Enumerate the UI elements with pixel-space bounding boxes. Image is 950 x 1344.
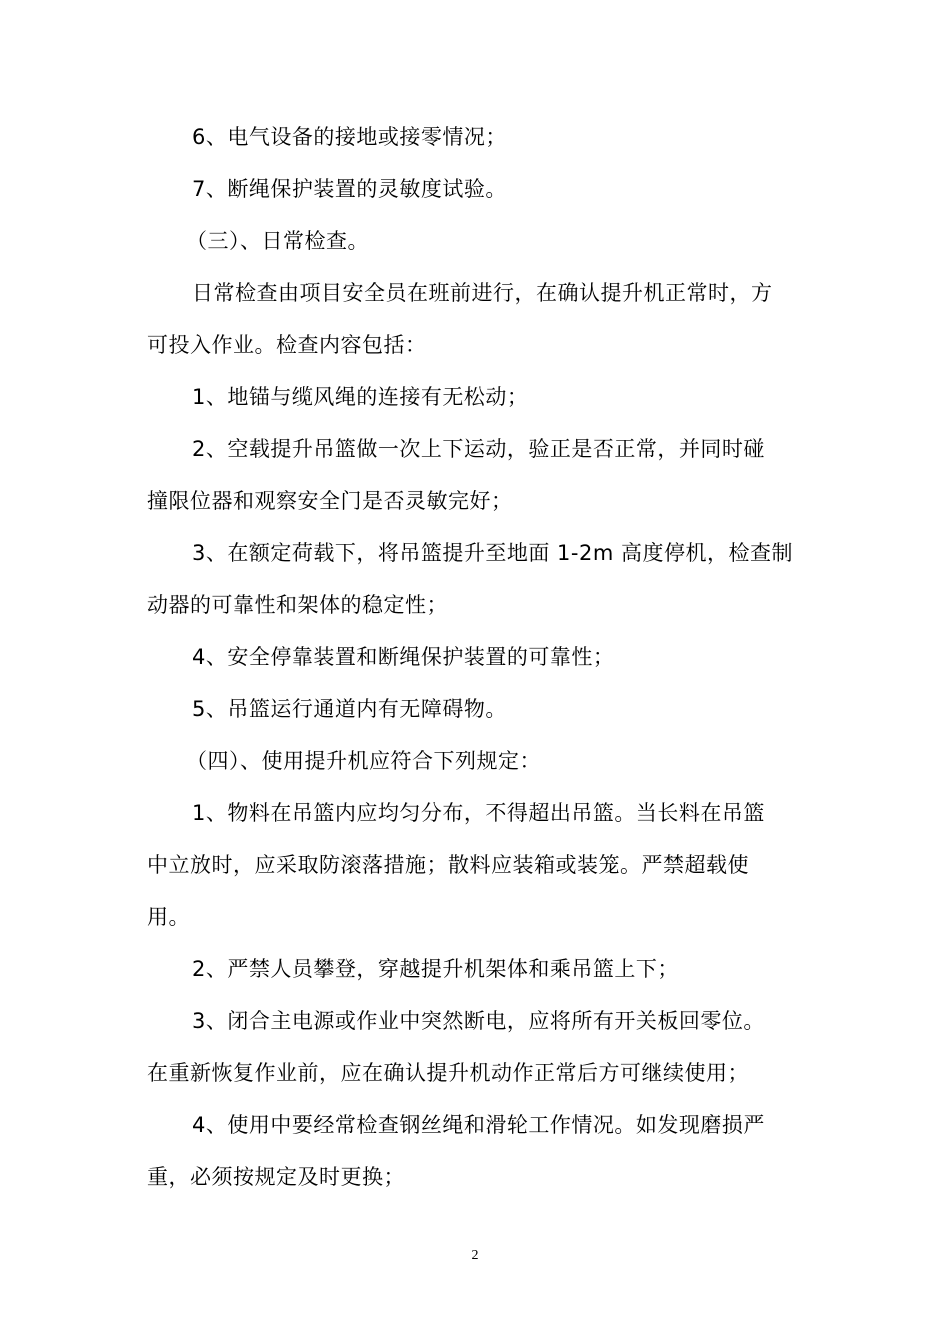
list-item-7: 7、断绳保护装置的灵敏度试验。 xyxy=(192,177,507,201)
list-item-5: 5、吊篮运行通道内有无障碍物。 xyxy=(192,697,507,721)
rule-item-2: 2、严禁人员攀登，穿越提升机架体和乘吊篮上下； xyxy=(192,957,679,981)
rule-item-1-continuation: 中立放时，应采取防滚落措施；散料应装箱或装笼。严禁超载使 xyxy=(147,853,749,877)
rule-item-1-continuation: 用。 xyxy=(147,905,190,929)
paragraph-line: 日常检查由项目安全员在班前进行，在确认提升机正常时，方 xyxy=(192,281,773,305)
page-number: 2 xyxy=(471,1248,479,1263)
rule-item-3-continuation: 在重新恢复作业前，应在确认提升机动作正常后方可继续使用； xyxy=(147,1061,749,1085)
rule-item-4-continuation: 重，必须按规定及时更换； xyxy=(147,1165,405,1189)
list-item-3-continuation: 动器的可靠性和架体的稳定性； xyxy=(147,593,448,617)
section-heading-usage-rules: （四）、使用提升机应符合下列规定： xyxy=(186,749,541,773)
rule-item-1: 1、物料在吊篮内应均匀分布，不得超出吊篮。当长料在吊篮 xyxy=(192,801,765,825)
list-item-2: 2、空载提升吊篮做一次上下运动，验正是否正常，并同时碰 xyxy=(192,437,765,461)
list-item-3: 3、在额定荷载下，将吊篮提升至地面 1-2m 高度停机，检查制 xyxy=(192,541,793,565)
paragraph-line: 可投入作业。检查内容包括： xyxy=(147,333,427,357)
list-item-2-continuation: 撞限位器和观察安全门是否灵敏完好； xyxy=(147,489,513,513)
list-item-1: 1、地锚与缆风绳的连接有无松动； xyxy=(192,385,529,409)
rule-item-3: 3、闭合主电源或作业中突然断电，应将所有开关板回零位。 xyxy=(192,1009,765,1033)
section-heading-daily-check: （三）、日常检查。 xyxy=(186,229,369,253)
list-item-4: 4、安全停靠装置和断绳保护装置的可靠性； xyxy=(192,645,615,669)
list-item-6: 6、电气设备的接地或接零情况； xyxy=(192,125,507,149)
rule-item-4: 4、使用中要经常检查钢丝绳和滑轮工作情况。如发现磨损严 xyxy=(192,1113,765,1137)
